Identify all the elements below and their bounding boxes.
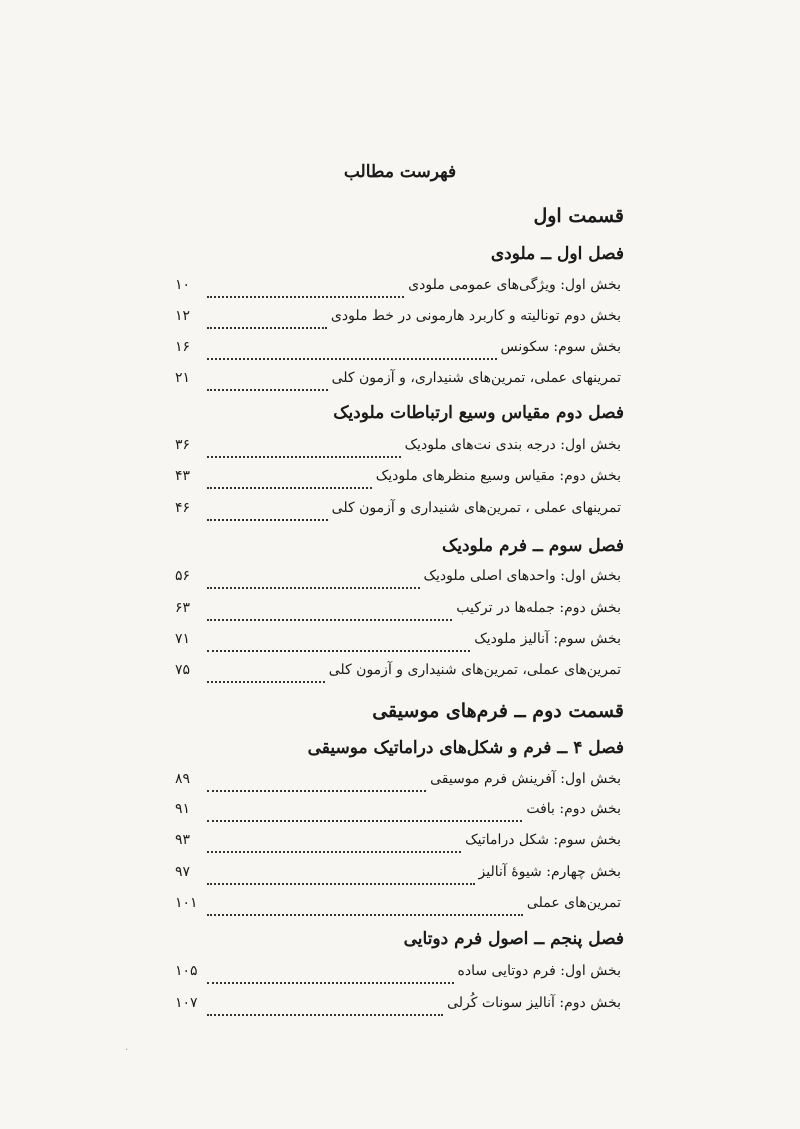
entry-label: بخش اول: فرم دوتایی ساده [457, 963, 621, 979]
page-number: ۹۱ [175, 801, 191, 817]
page-number: ۱۰۱ [175, 895, 198, 911]
toc-entry[interactable] [175, 308, 621, 332]
chapter-heading: فصل دوم مقیاس وسیع ارتباطات ملودیک [333, 403, 624, 423]
dot-leader [207, 507, 328, 521]
entry-label: بخش دوم تونالیته و کاربرد هارمونی در خط ملودی [330, 308, 621, 324]
dot-leader [207, 346, 497, 360]
page-title: فهرست مطالب [343, 162, 457, 182]
dot-leader [207, 444, 401, 458]
toc-entry[interactable] [175, 662, 621, 686]
dot-leader [207, 839, 461, 853]
entry-label: تمرینهای عملی، تمرین‌های شنیداری، و آزمون کلی [331, 370, 621, 386]
entry-label: بخش اول: واحدهای اصلی ملودیک [423, 568, 621, 584]
page-number: ۱۲ [175, 308, 191, 324]
page-number: ۲۱ [175, 370, 191, 386]
toc-entry[interactable] [175, 895, 621, 919]
page-number: ۹۳ [175, 832, 191, 848]
toc-entry[interactable] [175, 500, 621, 524]
toc-entry[interactable] [175, 771, 621, 795]
toc-entry[interactable] [175, 631, 621, 655]
entry-label: تمرین‌های عملی، تمرین‌های شنیداری و آزمون کلی [328, 662, 621, 678]
entry-label: بخش سوم: شکل دراماتیک [465, 832, 621, 848]
page-number: ۴۳ [175, 468, 191, 484]
entry-label: بخش دوم: آنالیز سونات کُرلی [447, 995, 621, 1011]
dot-leader [207, 1002, 443, 1016]
page-number: ۹۷ [175, 864, 191, 880]
entry-label: بخش سوم: سکونس [500, 339, 621, 355]
dot-leader [207, 871, 475, 885]
toc-entry[interactable] [175, 963, 621, 987]
part-heading: قسمت دوم ــ فرم‌های موسیقی [372, 700, 624, 722]
toc-entry[interactable] [175, 600, 621, 624]
dot-leader [207, 669, 325, 683]
toc-entry[interactable] [175, 370, 621, 394]
entry-label: بخش سوم: آنالیز ملودیک [474, 631, 621, 647]
page-number: ۴۶ [175, 500, 191, 516]
entry-label: بخش اول: آفرینش فرم موسیقی [430, 771, 621, 787]
page-number: ۵۶ [175, 568, 191, 584]
dot-leader [207, 638, 470, 652]
chapter-heading: فصل پنجم ــ اصول فرم دوتایی [403, 929, 624, 949]
entry-label: بخش دوم: جمله‌ها در ترکیب [456, 600, 621, 616]
dot-leader [207, 607, 452, 621]
toc-entry[interactable] [175, 801, 621, 825]
dot-leader [207, 377, 328, 391]
dot-leader [207, 575, 420, 589]
toc-entry[interactable] [175, 864, 621, 888]
scan-speck: · [125, 1045, 129, 1056]
page-number: ۷۵ [175, 662, 191, 678]
entry-label: بخش دوم: بافت [526, 801, 621, 817]
toc-entry[interactable] [175, 995, 621, 1019]
toc-entry[interactable] [175, 277, 621, 301]
dot-leader [207, 970, 454, 984]
toc-entry[interactable] [175, 568, 621, 592]
entry-label: تمرینهای عملی ، تمرین‌های شنیداری و آزمون کلی [331, 500, 621, 516]
page-number: ۶۳ [175, 600, 191, 616]
dot-leader [207, 902, 523, 916]
entry-label: بخش اول: درجه بندی نت‌های ملودیک [404, 437, 621, 453]
page-number: ۸۹ [175, 771, 191, 787]
entry-label: بخش چهارم: شیوهٔ آنالیز [478, 864, 621, 880]
entry-label: بخش دوم: مقیاس وسیع منظرهای ملودیک [375, 468, 621, 484]
dot-leader [207, 778, 426, 792]
page-number: ۱۰ [175, 277, 191, 293]
page-number: ۱۶ [175, 339, 191, 355]
toc-entry[interactable] [175, 468, 621, 492]
chapter-heading: فصل اول ــ ملودی [490, 244, 624, 264]
part-heading: قسمت اول [533, 205, 624, 227]
entry-label: بخش اول: ویژگی‌های عمومی ملودی [408, 277, 621, 293]
dot-leader [207, 315, 327, 329]
toc-entry[interactable] [175, 437, 621, 461]
page-number: ۷۱ [175, 631, 191, 647]
page-number: ۱۰۷ [175, 995, 198, 1011]
page-number: ۱۰۵ [175, 963, 198, 979]
dot-leader [207, 808, 522, 822]
toc-entry[interactable] [175, 832, 621, 856]
page-number: ۳۶ [175, 437, 191, 453]
entry-label: تمرین‌های عملی [526, 895, 621, 911]
chapter-heading: فصل سوم ــ فرم ملودیک [442, 536, 624, 556]
dot-leader [207, 475, 372, 489]
chapter-heading: فصل ۴ ــ فرم و شکل‌های دراماتیک موسیقی [307, 738, 624, 758]
dot-leader [207, 284, 404, 298]
toc-entry[interactable] [175, 339, 621, 363]
